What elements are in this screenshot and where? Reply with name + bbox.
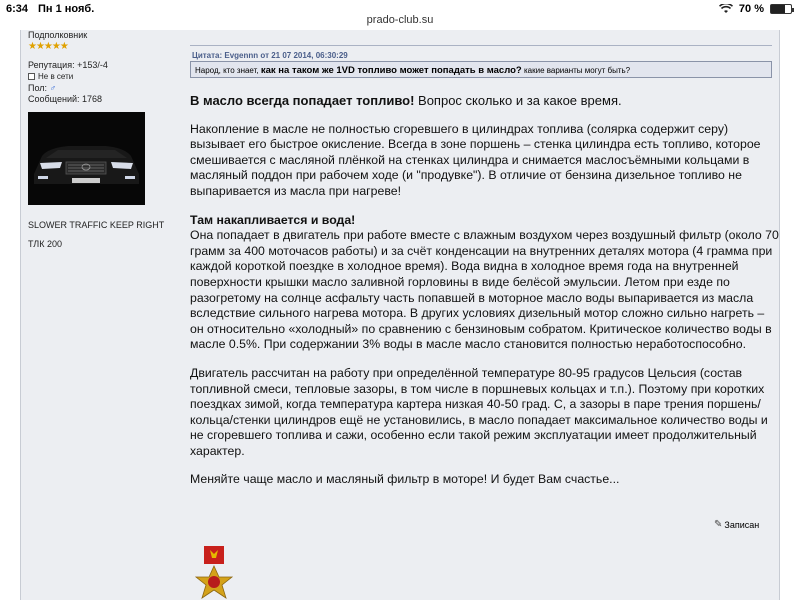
quote-text: какие варианты могут быть? (523, 66, 631, 75)
user-gender (28, 83, 56, 93)
rank-stars: ★★★★★ (28, 41, 68, 52)
divider (190, 45, 772, 46)
user-post-count: Сообщений: 1768 (28, 94, 103, 104)
url-text[interactable]: prado-club.su (366, 14, 434, 26)
avatar-car-image (28, 112, 145, 205)
status-date: Пн 1 нояб. (38, 3, 95, 15)
quote-header[interactable]: Цитата: Evgennn от 21 07 2014, 06:30:29 (192, 51, 348, 60)
wifi-icon (719, 4, 733, 14)
quote-bold-text: как на таком же 1VD топливо может попадать в масло? (260, 65, 522, 76)
user-rank: Подполковник (28, 30, 88, 40)
offline-icon (28, 73, 35, 80)
post-body (190, 93, 780, 501)
battery-level (771, 5, 785, 13)
status-time: 6:34 (6, 3, 29, 15)
medal-icon (192, 546, 236, 600)
post-paragraph: Двигатель рассчитан на работу при определённой температуре 80-95 градусов Цельсия (состав топливной смеси, тепловые зазоры, в том числе в поршневых кольцах и т.п.). Поэтому при коротких поездках зимой, когда температура картера низкая 40-50 град. С, а зазоры в паре трения поршень/кольца/стенки цилиндров ещё не установились, в масло попадает максимальное количество воды и не сгоревшего топлива и сажи, особенно если такой режим эксплуатации имеет продолжительный характер. (190, 365, 768, 458)
male-icon: ♂ (49, 83, 57, 93)
post-text: Она попадает в двигатель при работе вместе с влажным воздухом через воздушный фильтр (около 70 грамм за 400 моточасов работы) и за счёт конденсации на внутренних деталях мотора (4 грамма при каждой короткой поездке в холодное время). Вода видна в холодное время года на внутренней поверхности крышки масло заливной горловины в виде белёсой эмульсии. Летом при езде по разогретому на солнце асфальту часть попавшей в моторное масло воды выпаривается из масла вследствие сильного нагрева мотора. В других условиях дизельный мотор сложно сильно нагреть – он относительно «холодный» по сравнению с бензиновым собратом. Критическое количество воды в масле 0.5%. При содержании 3% воды в масле масло становится полностью неработоспособно. (190, 228, 779, 352)
battery-percent: 70 % (738, 3, 764, 15)
post-text: Вопрос сколько и за какое время. (414, 93, 622, 108)
online-status (28, 72, 73, 81)
avatar[interactable] (28, 112, 145, 205)
signature-line: ТЛК 200 (28, 239, 62, 249)
user-reputation: Репутация: +153/-4 (28, 60, 108, 70)
signature-line: SLOWER TRAFFIC KEEP RIGHT (28, 220, 165, 230)
quote-block (190, 61, 772, 78)
report-button[interactable] (714, 519, 759, 530)
gender-label: Пол: (28, 83, 48, 93)
post-bold-text: В масло всегда попадает топливо! (190, 93, 415, 108)
quote-text: Народ, кто знает, (195, 66, 259, 75)
post-paragraph: Меняйте чаще масло и масляный фильтр в моторе! И будет Вам счастье... (190, 472, 620, 487)
online-status-label: Не в сети (38, 72, 74, 81)
post-paragraph (190, 213, 780, 353)
post-paragraph: Накопление в масле не полностью сгоревшего в цилиндрах топлива (солярка содержит серу) вызывает его быстрое окисление. Всегда в зоне поршень – стенка цилиндра есть топливо, которое смешивается с масляной плёнкой на стенках цилиндра и снимается маслосъёмными кольцами в масляный поддон при рабочем ходе (и "продувке"). В отличие от бензина дизельное топливо не выпаривается из масла при нагреве! (190, 121, 761, 198)
post-bold-text: Там накапливается и вода! (190, 212, 356, 227)
report-label[interactable]: Записан (724, 519, 760, 530)
report-icon[interactable]: ✎ (714, 519, 723, 530)
battery-icon (770, 4, 792, 14)
address-bar[interactable] (0, 14, 800, 30)
post-paragraph (190, 93, 780, 109)
